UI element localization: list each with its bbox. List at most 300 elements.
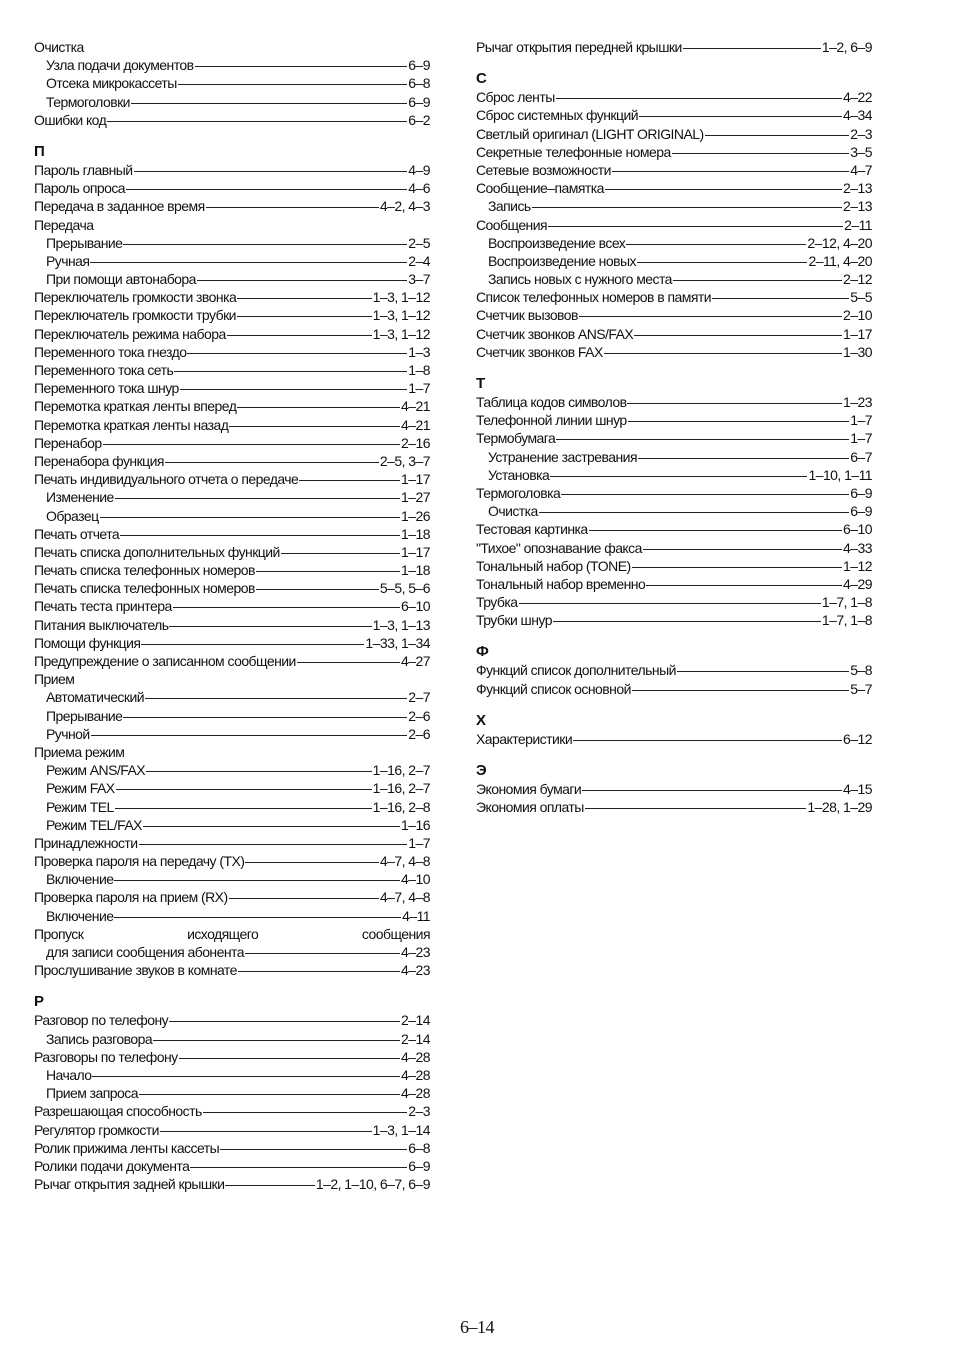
- index-entry-pages: 1–2, 1–10, 6–7, 6–9: [315, 1176, 430, 1193]
- index-entry-pages: 1–7, 1–8: [821, 612, 872, 629]
- leader-line: [174, 371, 407, 372]
- index-entry-pages: 6–8: [408, 1139, 430, 1156]
- index-entry: [476, 252, 872, 270]
- section-letter-heading: П: [34, 142, 45, 160]
- index-entry: [34, 961, 430, 979]
- index-entry-pages: 6–9: [408, 57, 430, 74]
- index-entry-pages: 1–23: [843, 394, 872, 410]
- index-entry-pages: 5–7: [850, 680, 872, 697]
- index-entry: [34, 397, 430, 415]
- index-entry-term: Телефонной линии шнур: [476, 412, 627, 429]
- leader-line: [299, 480, 400, 481]
- leader-line: [160, 1131, 372, 1132]
- index-entry: [476, 611, 872, 629]
- index-entry-term: Отсека микрокассеты: [46, 75, 177, 92]
- index-entry: [34, 798, 430, 816]
- section-letter-heading: С: [476, 70, 487, 88]
- index-entry-pages: 1–7: [850, 430, 872, 447]
- index-entry-pages: 6–9: [408, 93, 430, 110]
- index-entry-term: Проверка пароля на прием (RX): [34, 889, 228, 906]
- index-entry-term: Узла подачи документов: [46, 57, 194, 74]
- index-entry-term: Переменного тока гнездо: [34, 343, 187, 360]
- index-entry-pages: 1–27: [401, 489, 430, 506]
- index-entry-term: Режим TEL: [46, 798, 114, 815]
- index-entry: [476, 234, 872, 252]
- leader-line: [585, 808, 807, 809]
- index-entry: [34, 434, 430, 452]
- index-entry-pages: 1–2, 6–9: [821, 39, 872, 55]
- index-entry-term: Экономия оплаты: [476, 799, 584, 816]
- leader-line: [131, 103, 407, 104]
- index-entry-term: Режим TEL/FAX: [46, 816, 142, 833]
- index-entry: [34, 306, 430, 324]
- leader-line: [120, 535, 400, 536]
- index-entry-term: Счетчик звонков ANS/FAX: [476, 325, 634, 342]
- index-entry-pages: 3–5: [850, 143, 872, 160]
- leader-line: [639, 116, 842, 117]
- index-entry: [34, 325, 430, 343]
- page-number: 6–14: [460, 1317, 494, 1337]
- index-entry-term: Режим FAX: [46, 780, 115, 797]
- index-entry: [34, 1030, 430, 1048]
- leader-line: [173, 607, 400, 608]
- leader-line: [245, 953, 400, 954]
- index-entry-term: Перемотка краткая ленты вперед: [34, 398, 237, 415]
- index-entry-pages: 1–12: [843, 557, 872, 574]
- index-entry: [34, 816, 430, 834]
- index-entry: [476, 448, 872, 466]
- index-entry: [34, 779, 430, 797]
- index-entry-pages: 1–8: [408, 362, 430, 378]
- leader-line: [297, 662, 400, 663]
- index-entry-pages: 1–3, 1–13: [372, 616, 430, 633]
- index-entry-pages: 4–21: [401, 416, 430, 433]
- index-entry: [34, 1157, 430, 1175]
- leader-line: [237, 316, 372, 317]
- leader-line: [229, 898, 379, 899]
- index-entry: [476, 288, 872, 306]
- index-entry: [476, 38, 872, 56]
- index-entry: [476, 197, 872, 215]
- index-entry-pages: 1–26: [401, 507, 430, 524]
- index-entry: [476, 484, 872, 502]
- leader-line: [123, 717, 407, 718]
- index-entry: [34, 1084, 430, 1102]
- index-entry-term: Переменного тока сеть: [34, 362, 174, 378]
- index-entry-term: Изменение: [46, 489, 114, 506]
- index-entry: [34, 1139, 430, 1157]
- index-entry: [476, 730, 872, 748]
- index-entry-term: Прерывание: [46, 707, 123, 724]
- index-entry-pages: 2–3: [408, 1103, 430, 1120]
- index-entry: [34, 525, 430, 543]
- leader-line: [153, 1040, 400, 1041]
- leader-line: [579, 316, 842, 317]
- index-entry-pages: 1–3: [408, 343, 430, 360]
- index-entry-term: Устранение застревания: [488, 448, 637, 465]
- index-entry-term: Переключатель режима набора: [34, 325, 226, 342]
- index-entry-pages: 3–7: [408, 271, 430, 288]
- index-entry: [476, 466, 872, 484]
- leader-line: [116, 789, 372, 790]
- index-entry-term: Функций список основной: [476, 680, 631, 697]
- leader-line: [103, 444, 400, 445]
- index-entry: [34, 907, 430, 925]
- index-entry: [476, 125, 872, 143]
- leader-line: [115, 808, 372, 809]
- index-entry-term: Пароль главный: [34, 161, 133, 178]
- leader-line: [180, 389, 408, 390]
- leader-line: [638, 458, 849, 459]
- index-entry: [34, 870, 430, 888]
- index-entry-pages: 6–12: [843, 730, 872, 747]
- index-entry: [476, 325, 872, 343]
- index-entry: [476, 780, 872, 798]
- leader-line: [139, 1094, 400, 1095]
- index-entry-term: Пароль опроса: [34, 180, 126, 197]
- index-entry-term: Воспроизведение всех: [488, 234, 626, 251]
- leader-line: [548, 226, 843, 227]
- index-entry-pages: 6–9: [408, 1157, 430, 1174]
- leader-line: [634, 335, 842, 336]
- index-entry: [34, 743, 430, 761]
- index-entry-term: Прослушивание звуков в комнате: [34, 962, 237, 979]
- index-entry: [476, 520, 872, 538]
- index-entry-term: Печать теста принтера: [34, 598, 172, 615]
- index-entry-pages: 2–13: [843, 198, 872, 215]
- index-entry-pages: 5–5, 5–6: [379, 580, 430, 597]
- index-entry-pages: 1–7: [408, 834, 430, 851]
- index-entry-term: Проверка пароля на передачу (TX): [34, 853, 245, 870]
- index-entry-term: Светлый оригинал (LIGHT ORIGINAL): [476, 125, 704, 142]
- index-entry: [34, 343, 430, 361]
- index-entry: [34, 452, 430, 470]
- index-entry-pages: 2–5: [408, 234, 430, 251]
- index-entry-term: сообщения: [361, 925, 430, 942]
- index-entry-pages: 1–28, 1–29: [807, 799, 872, 816]
- index-entry: [34, 688, 430, 706]
- index-entry-pages: 5–5: [850, 289, 872, 306]
- leader-line: [195, 66, 408, 67]
- index-entry-pages: 2–16: [401, 434, 430, 451]
- index-entry-term: Ручной: [46, 725, 90, 742]
- leader-line: [556, 439, 849, 440]
- leader-line: [237, 298, 371, 299]
- index-entry-term: Питания выключатель: [34, 616, 169, 633]
- index-entry-pages: 1–7: [408, 380, 430, 397]
- index-entry: [34, 561, 430, 579]
- index-entry: [34, 111, 430, 129]
- section-letter-heading: Э: [476, 762, 487, 779]
- index-entry: [34, 1066, 430, 1084]
- leader-line: [92, 1076, 400, 1077]
- index-entry-pages: 2–3: [850, 125, 872, 142]
- leader-line: [589, 530, 842, 531]
- index-entry: [476, 502, 872, 520]
- index-entry: [476, 429, 872, 447]
- index-entry-pages: 4–7: [850, 161, 872, 178]
- leader-line: [143, 826, 400, 827]
- leader-line: [123, 244, 407, 245]
- leader-line: [604, 353, 842, 354]
- index-entry-term: исходящего: [187, 925, 259, 942]
- index-entry-term: Установка: [488, 466, 550, 483]
- index-entry-term: Печать индивидуального отчета о передаче: [34, 471, 299, 488]
- index-entry: [34, 361, 430, 379]
- index-entry: [34, 288, 430, 306]
- index-entry-pages: 5–8: [850, 662, 872, 679]
- leader-line: [165, 462, 379, 463]
- index-entry-term: Ручная: [46, 252, 90, 269]
- index-entry-term: Разговор по телефону: [34, 1012, 169, 1029]
- leader-line: [632, 567, 842, 568]
- index-entry-pages: 2–10: [843, 307, 872, 324]
- index-entry-term: Перенабора функция: [34, 452, 164, 469]
- leader-line: [712, 298, 849, 299]
- index-entry: [34, 1011, 430, 1029]
- index-entry-pages: 1–17: [401, 543, 430, 560]
- index-entry-term: Печать списка телефонных номеров: [34, 562, 255, 579]
- leader-line: [637, 262, 808, 263]
- index-entry: [476, 306, 872, 324]
- index-entry-pages: 6–8: [408, 75, 430, 92]
- leader-line: [100, 517, 401, 518]
- index-entry: [34, 1048, 430, 1066]
- leader-line: [532, 207, 842, 208]
- index-entry-pages: 6–7: [850, 448, 872, 465]
- index-entry-term: Перемотка краткая ленты назад: [34, 416, 229, 433]
- leader-line: [227, 335, 372, 336]
- index-entry: [34, 634, 430, 652]
- index-entry: [34, 197, 430, 215]
- index-entry-pages: 1–16: [401, 816, 430, 833]
- index-entry-pages: 4–28: [401, 1066, 430, 1083]
- index-entry-term: Автоматический: [46, 689, 144, 706]
- index-entry: [476, 216, 872, 234]
- index-entry-pages: 1–3, 1–12: [372, 325, 430, 342]
- index-entry: [34, 652, 430, 670]
- index-entry: [34, 161, 430, 179]
- leader-line: [628, 421, 850, 422]
- index-entry-term: Тональный набор временно: [476, 575, 646, 592]
- index-entry: [34, 252, 430, 270]
- index-entry-term: "Тихое" опознавание факса: [476, 539, 642, 556]
- leader-line: [582, 790, 842, 791]
- leader-line: [705, 135, 850, 136]
- index-entry: [476, 593, 872, 611]
- index-entry-term: Запись новых с нужного места: [488, 271, 672, 288]
- index-entry-term: Трубка: [476, 594, 518, 611]
- index-entry-pages: 1–17: [401, 471, 430, 488]
- index-entry-term: Сброс системных функций: [476, 107, 638, 124]
- index-entry-term: Разрешающая способность: [34, 1103, 202, 1120]
- leader-line: [229, 426, 400, 427]
- index-entry-pages: 2–6: [408, 725, 430, 742]
- index-entry-term: Прием запроса: [46, 1085, 138, 1102]
- index-entry-pages: 4–29: [843, 575, 872, 592]
- index-entry-pages: 2–4: [408, 252, 430, 269]
- index-entry: [476, 393, 872, 411]
- index-entry-term: Принадлежности: [34, 834, 138, 851]
- index-entry-term: Рычаг открытия передней крышки: [476, 39, 682, 55]
- index-entry-term: Экономия бумаги: [476, 781, 582, 797]
- index-entry-term: Прием: [34, 671, 75, 688]
- index-entry-term: Печать списка дополнительных функций: [34, 543, 280, 560]
- index-entry-term: Сетевые возможности: [476, 161, 611, 178]
- index-entry: [476, 798, 872, 816]
- index-entry-pages: 4–28: [401, 1085, 430, 1102]
- leader-line: [237, 407, 400, 408]
- index-entry: [34, 270, 430, 288]
- index-entry-term: Передача в заданное время: [34, 198, 205, 215]
- index-entry-term: Счетчик звонков FAX: [476, 343, 603, 360]
- index-entry: [476, 680, 872, 698]
- leader-line: [256, 571, 400, 572]
- index-entry-pages: 1–10, 1–11: [808, 466, 872, 483]
- leader-line: [519, 603, 821, 604]
- leader-line: [556, 98, 842, 99]
- index-entry-pages: 1–16, 2–8: [372, 798, 430, 815]
- index-entry-pages: 4–7, 4–8: [379, 889, 430, 906]
- index-entry-pages: 1–30: [843, 343, 872, 360]
- index-entry-term: Термоголовки: [46, 93, 130, 110]
- index-entry: [476, 88, 872, 106]
- index-entry-term: Регулятор громкости: [34, 1121, 159, 1138]
- index-entry: [476, 106, 872, 124]
- leader-line: [134, 171, 408, 172]
- leader-line: [203, 1112, 408, 1113]
- section-letter-heading: Ф: [476, 643, 489, 661]
- leader-line: [90, 262, 407, 263]
- index-entry: [476, 539, 872, 557]
- index-entry-pages: 4–6: [408, 180, 430, 197]
- index-entry: [34, 216, 430, 234]
- index-entry-term: При помощи автонабора: [46, 271, 196, 288]
- index-entry-term: Приема режим: [34, 743, 125, 760]
- index-entry-term: Воспроизведение новых: [488, 252, 636, 269]
- index-entry-term: Начало: [46, 1066, 92, 1083]
- index-entry-term: Функций список дополнительный: [476, 662, 676, 679]
- index-entry: [476, 411, 872, 429]
- index-entry: [476, 575, 872, 593]
- index-entry-pages: 4–22: [843, 89, 872, 106]
- index-column-right: [476, 38, 872, 816]
- index-entry-term: Переключатель громкости трубки: [34, 307, 236, 324]
- index-entry: [34, 488, 430, 506]
- index-entry-term: Сообщение–памятка: [476, 180, 604, 197]
- index-entry-pages: 2–13: [843, 180, 872, 197]
- index-entry: [34, 379, 430, 397]
- index-entry-pages: 4–2, 4–3: [379, 198, 430, 215]
- leader-line: [141, 644, 364, 645]
- leader-line: [206, 207, 379, 208]
- index-entry-term: Термобумага: [476, 430, 556, 447]
- index-entry-term: Ролик прижима ленты кассеты: [34, 1139, 220, 1156]
- index-entry: [34, 179, 430, 197]
- index-entry-pages: 2–14: [401, 1030, 430, 1047]
- index-entry: [476, 143, 872, 161]
- index-entry-pages: 1–16, 2–7: [372, 762, 430, 779]
- index-entry-term: Рычаг открытия задней крышки: [34, 1176, 225, 1193]
- index-entry-term: Секретные телефонные номера: [476, 143, 671, 160]
- index-entry-term: Режим ANS/FAX: [46, 762, 146, 779]
- index-entry: [476, 270, 872, 288]
- index-entry: [34, 925, 430, 943]
- index-entry: [34, 1121, 430, 1139]
- index-entry-pages: 1–7, 1–8: [821, 594, 872, 611]
- index-entry-pages: 6–9: [850, 503, 872, 520]
- leader-line: [605, 189, 842, 190]
- index-entry: [34, 725, 430, 743]
- leader-line: [114, 880, 400, 881]
- index-entry-pages: 4–27: [401, 653, 430, 669]
- index-entry: [34, 56, 430, 74]
- leader-line: [145, 698, 407, 699]
- leader-line: [139, 844, 408, 845]
- index-entry-term: Печать отчета: [34, 525, 120, 542]
- index-entry-term: Трубки шнур: [476, 612, 552, 629]
- index-entry-term: Счетчик вызовов: [476, 307, 578, 324]
- index-entry-pages: 2–11, 4–20: [808, 252, 872, 269]
- index-entry: [34, 416, 430, 434]
- leader-line: [632, 690, 849, 691]
- section-letter-heading: Р: [34, 993, 45, 1011]
- section-letter-heading: Х: [476, 711, 487, 729]
- index-entry-term: Пропуск: [34, 925, 84, 942]
- index-entry-term: Разговоры по телефону: [34, 1048, 178, 1065]
- leader-line: [612, 171, 849, 172]
- index-entry-term: Прерывание: [46, 234, 123, 251]
- index-entry-term: Тестовая картинка: [476, 521, 588, 538]
- index-entry-term: для записи сообщения абонента: [46, 944, 244, 960]
- index-entry-term: Запись разговора: [46, 1030, 153, 1047]
- index-entry: [34, 852, 430, 870]
- index-entry-pages: 1–3, 1–14: [372, 1121, 430, 1138]
- index-entry-term: Передача: [34, 216, 94, 233]
- index-entry-pages: 4–15: [843, 781, 872, 797]
- leader-line: [573, 740, 842, 741]
- index-entry-term: Очистка: [34, 39, 84, 55]
- index-entry-pages: 1–33, 1–34: [365, 634, 430, 651]
- index-entry: [476, 557, 872, 575]
- index-entry-term: Образец: [46, 507, 99, 524]
- index-entry-term: Ролики подачи документа: [34, 1157, 190, 1174]
- leader-line: [672, 153, 850, 154]
- index-entry-term: Сообщения: [476, 216, 548, 233]
- index-entry: [34, 507, 430, 525]
- index-entry-pages: 2–7: [408, 689, 430, 706]
- index-entry: [476, 161, 872, 179]
- index-entry-pages: 2–12, 4–20: [807, 234, 872, 251]
- leader-line: [169, 1021, 400, 1022]
- index-entry-term: Характеристики: [476, 730, 573, 747]
- leader-line: [646, 585, 842, 586]
- index-entry: [34, 1102, 430, 1120]
- index-column-left: [34, 38, 430, 1193]
- index-entry-term: Перенабор: [34, 434, 102, 451]
- index-entry-term: Тональный набор (TONE): [476, 557, 631, 574]
- index-entry-pages: 4–34: [843, 107, 872, 124]
- leader-line: [238, 971, 400, 972]
- leader-line: [225, 1185, 314, 1186]
- leader-line: [197, 280, 407, 281]
- index-entry: [34, 670, 430, 688]
- index-entry: [34, 470, 430, 488]
- index-entry: [34, 616, 430, 634]
- index-entry-term: Переключатель громкости звонка: [34, 289, 237, 306]
- index-entry: [476, 661, 872, 679]
- index-entry-term: Сброс ленты: [476, 89, 555, 106]
